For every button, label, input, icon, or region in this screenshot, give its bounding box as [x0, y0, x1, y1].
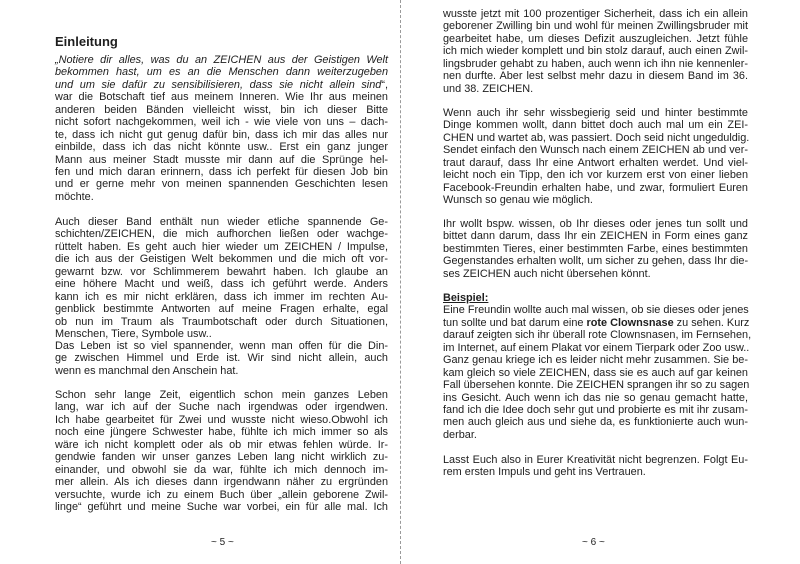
right-paragraph-1 [443, 8, 748, 95]
text-line: Schon sehr lange Zeit, eigentlich schon mein ganzes Leben [55, 389, 388, 401]
text-line [55, 54, 388, 66]
text-line [55, 66, 388, 78]
text-line: einander, und obwohl sie da war, fühlte ich mich dennoch im- [55, 463, 388, 476]
text-line: Wenn auch ihr sehr wissbegierig seid und hinter bestimmte [443, 107, 748, 119]
text-line: Mann aus meiner Stadt musste mir dann auf die Sprünge hel- [55, 153, 388, 166]
text-line: bittet dann darum, dass Ihr ein ZEICHEN in Form eines ganz [443, 230, 748, 243]
chapter-title: Einleitung [55, 34, 118, 49]
right-paragraph-3 [443, 218, 748, 280]
text-line: Sendet einfach den Wunsch nach einem ZEICHEN ab und ver- [443, 144, 748, 157]
text-line: schichten/ZEICHEN, die mich aufhorchen ließen oder wachge- [55, 228, 388, 241]
text-line: wusste jetzt mit 100 prozentiger Sicherheit, dass ich ein allein [443, 8, 748, 20]
text-segment: “, [381, 78, 388, 91]
text-line: Fall übersehen konnte. Die ZEICHEN sprangen ihr so zu sagen [443, 379, 750, 392]
text-line: wenn es manchmal den Anschein hat. [55, 364, 239, 377]
text-line: darauf zeigten sich ihr überall rote Clownsnasen, im Fernsehen, [443, 329, 752, 342]
text-segment: tun sollte und bat darum eine [443, 316, 587, 329]
text-line: rüttelt haben. Es geht auch hier wieder um ZEICHEN / Impulse, [55, 240, 388, 253]
text-line: Ich habe gearbeitet für Zwei und wusste nicht wieso.Obwohl ich [55, 413, 388, 426]
text-line: lang, war ich auf der Suche nach irgendwas oder irgendwen. [55, 401, 388, 414]
text-line: Gegenstandes erhalten wollt, um sicher zu gehen, dass Ihr die- [443, 255, 749, 268]
text-line: gewarnt bzw. vor Schlimmerem bewahrt haben. Ich glaube an [55, 265, 388, 278]
text-line: einbilde, dass ich das nicht könnte usw.. Erst ein ganz junger [55, 141, 388, 154]
text-line: ich mich wieder komplett und bin stolz darauf, auch einen Zwil- [443, 45, 748, 58]
text-line: wäre ich nicht komplett oder als ob mir etwas fehlen würde. Ir- [55, 438, 388, 451]
text-line: Auch dieser Band enthält nun wieder etliche spannende Ge- [55, 216, 388, 228]
left-paragraph-1 [55, 54, 388, 203]
text-line: Eine Freundin wollte auch mal wissen, ob sie dieses oder jenes [443, 304, 749, 317]
text-line: Facebook-Freundin erhalten habe, und zwar, formuliert Euren [443, 181, 748, 194]
text-line: traut darauf, dass Ihr eine Antwort erhalten werdet. Und viel- [443, 156, 748, 169]
text-line: leicht noch ein Tipp, den ich vor kurzem erst von einer lieben [443, 169, 748, 182]
text-line: men auch gleich aus und siehe da, es funktionierte auch wun- [443, 416, 748, 429]
left-paragraph-3 [55, 340, 388, 377]
text-line: mer allein. Als ich dieses dann irgendwann näher zu ergründen [55, 476, 388, 489]
text-line: fen und mich daran erinnern, dass ich perfekt für diesen Job bin [55, 165, 388, 178]
text-line: eine höhere Macht und weiß, dass ich geführt werde. Anders [55, 278, 388, 291]
text-line: im Internet, auf einem Plakat vor einem Tierpark oder Zoo usw.. [443, 341, 750, 354]
text-line: linge“ geführt und meine Suche war vorbei, ein für alle mal. Ich [55, 500, 388, 513]
right-paragraph-2 [443, 107, 748, 207]
text-line: möchte. [55, 190, 94, 203]
quote-text: und um sie dafür zu sensibilisieren, dass sie nicht allein sind [55, 78, 382, 91]
text-line: gearbeitet habe, um dieses Defizit auszugleichen. Jetzt fühle [443, 32, 748, 45]
text-line: Ihr wollt bspw. wissen, ob Ihr dieses oder jenes tun sollt und [443, 218, 748, 230]
text-line: ins Gesicht. Auch wenn ich das nie so genau gemacht hatte, [443, 391, 748, 404]
text-line [443, 292, 748, 304]
text-line: ge zwischen Himmel und Erde ist. Wir sind nicht allein, auch [55, 352, 388, 365]
text-line: Lasst Euch also in Eurer Kreativität nicht begrenzen. Folgt Eu- [443, 454, 748, 466]
text-line: versuchte, wurde ich zu einem Buch über „allein geborene Zwil- [55, 488, 388, 501]
text-line [55, 79, 388, 91]
text-line: ses ZEICHEN auch nicht übersehen könnt. [443, 267, 651, 280]
page-divider [400, 0, 401, 564]
text-line: nicht sofort nachgekommen, weil ich - wie viele von uns – dach- [55, 116, 388, 129]
text-line: kam gleich so viele ZEICHEN, dass sie es auch auf gar keinen [443, 366, 748, 379]
text-line: Menschen, Tiere, Symbole usw.. [55, 327, 212, 340]
text-line: gendwie fanden wir unser ganzes Leben lang nicht wirklich zu- [55, 451, 388, 464]
text-line: war die Botschaft tief aus meinem Inneren. Wie Ihr aus meinen [55, 91, 388, 104]
text-segment: zu sehen. Kurz [673, 316, 750, 329]
text-line: Ganz genau kriege ich es leider nicht mehr zusammen. Sie be- [443, 354, 748, 367]
right-paragraph-5 [443, 454, 748, 479]
bold-text: rote Clownsnase [586, 316, 674, 329]
text-line: derbar. [443, 428, 477, 441]
text-line: Dinge kommen wollt, dann bittet doch auch mal um ein ZEI- [443, 119, 748, 132]
text-line: fand ich die Idee doch sehr gut und probierte es mit ihr zusam- [443, 403, 748, 416]
quote-text: „Notiere dir alles, was du an ZEICHEN aus der Geistigen Welt [55, 54, 388, 66]
text-line: lingsbruder gehabt zu haben, auch wenn ich ihn nie kennenler- [443, 57, 748, 70]
left-paragraph-4 [55, 389, 388, 513]
text-line: bestimmten Tieres, einer bestimmten Farbe, eines bestimmten [443, 242, 748, 255]
text-line: die ich aus der Geistigen Welt bekommen und die mich oft vor- [55, 253, 388, 266]
text-line: anderen beiden Bänden vielleicht wisst, bin ich dieser Bitte [55, 103, 388, 116]
right-paragraph-example [443, 292, 752, 441]
text-line [443, 317, 748, 329]
example-heading: Beispiel: [443, 292, 489, 304]
text-line: und er gerne mehr von meinen spannenden Geschichten lesen [55, 178, 388, 191]
text-line: kann ich es mir nicht erklären, dass ich immer im rechten Au- [55, 290, 388, 303]
text-line: Das Leben ist so viel spannender, wenn man offen für die Din- [55, 340, 388, 352]
page-number-left: ~ 5 ~ [211, 537, 234, 548]
text-line: CHEN und wartet ab, was passiert. Doch seid nicht ungeduldig. [443, 131, 750, 144]
text-line: ob nun im Traum als Traumbotschaft oder durch Situationen, [55, 315, 388, 328]
text-line: nen durfte. Aber lest selbst mehr dazu in diesem Band im 36. [443, 70, 748, 83]
text-line: geborener Zwilling bin und wohl für meinen Zwillingsbruder mit [443, 20, 748, 33]
text-line: noch eine jüngere Schwester habe, fühlte ich mich immer so als [55, 426, 388, 439]
text-line: und 38. ZEICHEN. [443, 82, 534, 95]
page-number-right: ~ 6 ~ [582, 537, 605, 548]
text-line: genblick bestimmte Antworten auf meine Fragen erhalte, egal [55, 303, 388, 316]
text-line: Wunsch so genau wie möglich. [443, 194, 593, 207]
text-line: te, dass ich nicht gut genug dafür bin, dass ich mir das alles nur [55, 128, 388, 141]
left-paragraph-2 [55, 216, 388, 340]
quote-text: bekommen hast, um es an die Menschen dann weiterzugeben [55, 66, 388, 79]
text-line: rem ersten Impuls und geht ins Vertrauen. [443, 466, 646, 479]
